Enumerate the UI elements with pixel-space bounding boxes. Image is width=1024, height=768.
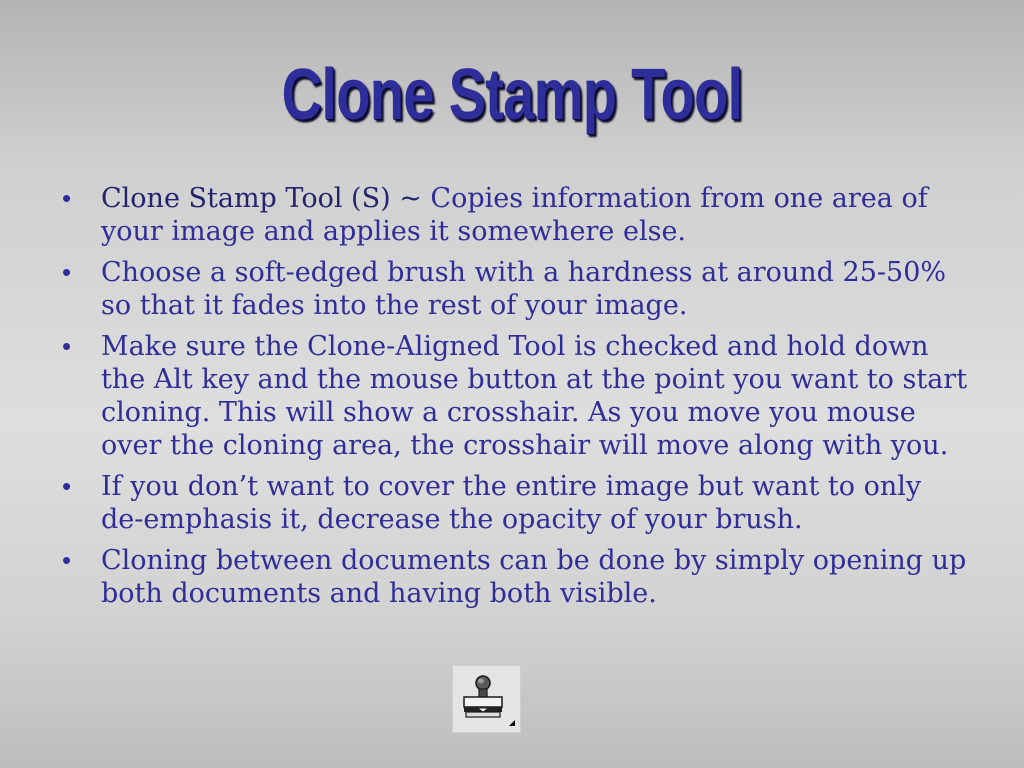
bullet-text: Copies information from one area of your image and applies it somewhere else. [101, 183, 928, 247]
bullet-item [60, 256, 970, 322]
clone-stamp-icon [453, 666, 520, 732]
bullet-dot: • [62, 545, 72, 575]
bullet-dot: • [62, 183, 72, 213]
bullet-dot: • [62, 331, 72, 361]
bullet-text: Choose a soft-edged brush with a hardness at around 25-50% so that it fades into the rest of your image. [101, 257, 947, 321]
bullet-item [60, 544, 970, 610]
bullet-lead: Clone Stamp Tool (S) ~ [101, 183, 431, 214]
bullet-item [60, 330, 970, 462]
slide-title: Clone Stamp Tool [281, 55, 743, 135]
bullet-dot: • [62, 257, 72, 287]
bullet-text: If you don’t want to cover the entire image but want to only de-emphasis it, decrease the opacity of your brush. [101, 471, 922, 535]
clone-stamp-tool-button[interactable] [452, 665, 521, 733]
bullet-item [60, 470, 970, 536]
bullet-text: Cloning between documents can be done by simply opening up both documents and having both visible. [101, 545, 967, 609]
bullet-text: Make sure the Clone-Aligned Tool is checked and hold down the Alt key and the mouse button at the point you want to start cloning. This will show a crosshair. As you move you mouse over the cloning area, the crosshair will move along with you. [101, 331, 968, 461]
bullet-item [60, 182, 970, 248]
bullet-dot: • [62, 471, 72, 501]
bullet-list [60, 182, 970, 618]
